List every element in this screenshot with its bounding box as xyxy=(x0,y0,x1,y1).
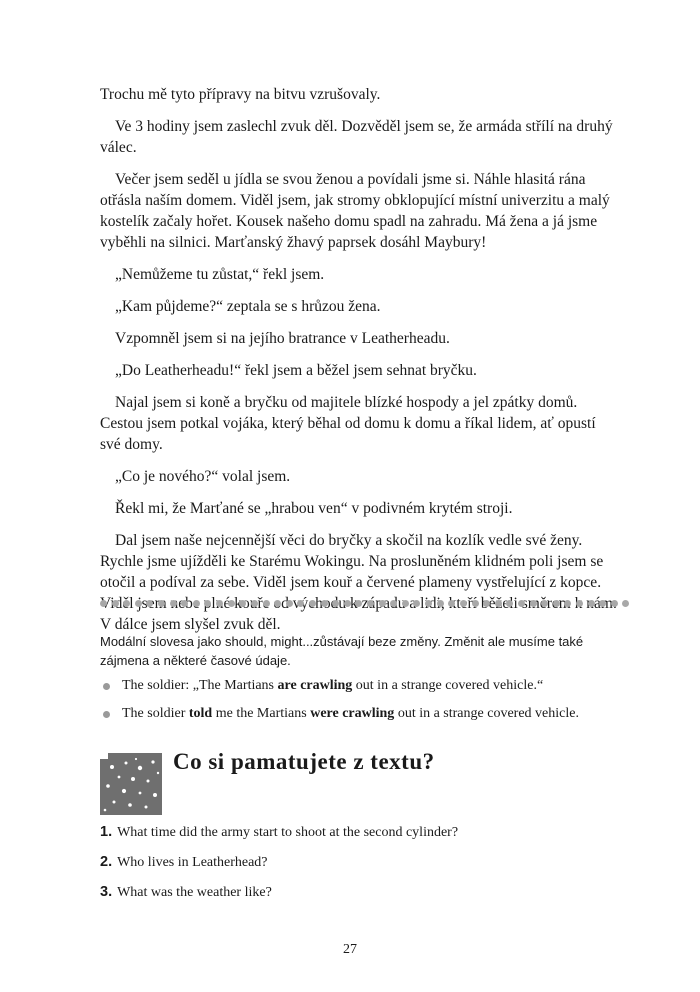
divider-dot xyxy=(309,600,316,607)
example-direct-speech: The soldier: „The Martians are crawling out in a strange covered vehicle.“ xyxy=(100,676,630,696)
divider-dot xyxy=(251,600,258,607)
divider-dot xyxy=(216,600,223,607)
paragraph: „Do Leatherheadu!“ řekl jsem a běžel jsem sehnat bryčku. xyxy=(115,362,477,379)
paragraph: Najal jsem si koně a bryčku od majitele blízké hospody a jel zpátky domů. Cestou jsem potkal vojáka, který běhal od domu k domu a říkal lidem, ať opustí své domy. xyxy=(100,394,596,453)
divider-dot xyxy=(321,600,328,607)
dotted-divider xyxy=(100,598,630,608)
paragraph: „Nemůžeme tu zůstat,“ řekl jsem. xyxy=(115,266,325,283)
divider-dot xyxy=(611,600,618,607)
story-text xyxy=(100,84,620,646)
divider-dot xyxy=(193,600,200,607)
divider-dot xyxy=(588,600,595,607)
divider-dot xyxy=(413,600,420,607)
bullet-icon xyxy=(103,683,110,690)
divider-dot xyxy=(437,600,444,607)
paragraph: Ve 3 hodiny jsem zaslechl zvuk děl. Dozvěděl jsem se, že armáda střílí na druhý válec. xyxy=(100,118,613,156)
question-item: 1. What time did the army start to shoot at the second cylinder? xyxy=(100,824,459,840)
divider-dot xyxy=(460,600,467,607)
divider-dot xyxy=(576,600,583,607)
divider-dot xyxy=(483,600,490,607)
divider-dot xyxy=(170,600,177,607)
divider-dot xyxy=(204,600,211,607)
divider-dot xyxy=(344,600,351,607)
divider-dot xyxy=(158,600,165,607)
divider-dot xyxy=(297,600,304,607)
divider-dot xyxy=(530,600,537,607)
grammar-note-text: Modální slovesa jako should, might...zůstávají beze změny. Změnit ale musíme také zájmena a některé časové údaje. xyxy=(100,634,584,668)
divider-dot xyxy=(541,600,548,607)
divider-dot xyxy=(146,600,153,607)
divider-dot xyxy=(286,600,293,607)
divider-dot xyxy=(181,600,188,607)
section-heading: Co si pamatujete z textu? xyxy=(173,749,435,774)
question-item: 2. Who lives in Leatherhead? xyxy=(100,854,268,870)
paragraph: Vzpomněl jsem si na jejího bratrance v Leatherheadu. xyxy=(115,330,450,347)
divider-dot xyxy=(263,600,270,607)
divider-dot xyxy=(448,600,455,607)
grammar-note xyxy=(100,632,630,732)
divider-dot xyxy=(553,600,560,607)
section-decoration-icon xyxy=(100,753,162,815)
divider-dot xyxy=(622,600,629,607)
divider-dot xyxy=(123,600,130,607)
divider-dot xyxy=(332,600,339,607)
paragraph: Večer jsem seděl u jídla se svou ženou a povídali jsme si. Náhle hlasitá rána otřásla naším domem. Viděl jsem, jak stromy obklopující místní univerzitu a malý kostelík začaly hořet. Kousek našeho domu spadl na zahradu. Má žena a já jsme vyběhli na silnici. Marťanský žhavý paprsek dosáhl Maybury! xyxy=(100,171,610,251)
divider-dot xyxy=(506,600,513,607)
divider-dot xyxy=(599,600,606,607)
divider-dot xyxy=(379,600,386,607)
paragraph: Dal jsem naše nejcennější věci do bryčky a skočil na kozlík vedle své ženy. Rychle jsme ujížděli ke Starému Wokingu. Na prosluněném klidném poli jsem se otočil a podíval za sebe. Viděl jsem kouř a červené plameny vystřelující z kopce. od východu k lidi, V dálce jsem slyšel zvuk děl. xyxy=(100,532,604,633)
divider-dot xyxy=(425,600,432,607)
divider-dot xyxy=(495,600,502,607)
divider-dot xyxy=(100,600,107,607)
divider-dot xyxy=(390,600,397,607)
question-list xyxy=(100,822,458,912)
paragraph: Řekl mi, že Marťané se „hrabou ven“ v podivném krytém stroji. xyxy=(115,500,513,517)
divider-dot xyxy=(472,600,479,607)
divider-dot xyxy=(355,600,362,607)
question-item: 3. What was the weather like? xyxy=(100,884,272,900)
paragraph: Trochu mě tyto přípravy na bitvu vzrušovaly. xyxy=(100,86,381,103)
divider-dot xyxy=(135,600,142,607)
divider-dot xyxy=(518,600,525,607)
paragraph: „Kam půjdeme?“ zeptala se s hrůzou žena. xyxy=(115,298,381,315)
bullet-icon xyxy=(103,711,110,718)
example-list xyxy=(100,676,630,724)
paragraph: „Co je nového?“ volal jsem. xyxy=(115,468,291,485)
page-number: 27 xyxy=(343,942,357,957)
divider-dot xyxy=(564,600,571,607)
divider-dot xyxy=(367,600,374,607)
divider-dot xyxy=(112,600,119,607)
divider-dot xyxy=(274,600,281,607)
example-reported-speech: The soldier told me the Martians were crawling out in a strange covered vehicle. xyxy=(100,704,630,724)
divider-dot xyxy=(239,600,246,607)
divider-dot xyxy=(402,600,409,607)
divider-dot xyxy=(228,600,235,607)
